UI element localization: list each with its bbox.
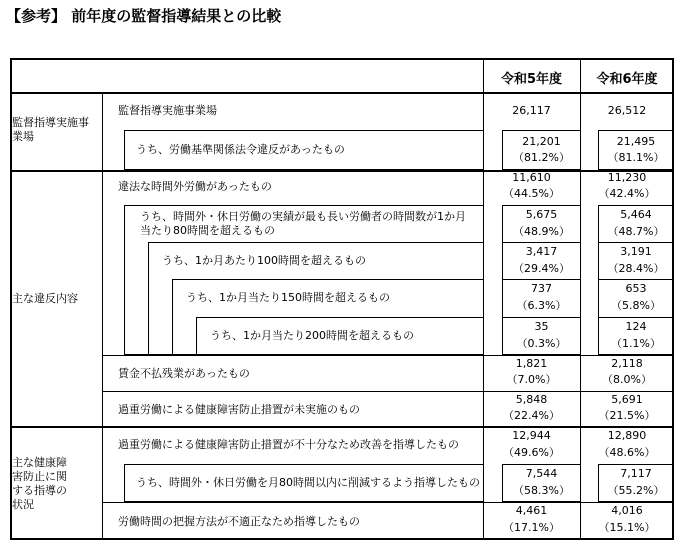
row-label: うち、1か月あたり100時間を超えるもの [162,254,366,267]
r6-value: 124 [625,320,647,333]
r6-value: 7,117 [620,467,652,480]
r6-pct: （5.8%） [611,299,661,312]
value-separator [598,317,674,318]
r5-pct: （17.1%） [503,521,560,534]
row-label: 賃金不払残業があったもの [118,367,250,380]
r5-pct: （58.3%） [513,484,570,497]
header-r6: 令和6年度 [596,72,658,87]
category-divider [102,92,103,540]
r5-pct: （7.0%） [506,373,557,386]
r5-value: 5,675 [525,208,558,221]
r6-value: 11,230 [607,171,647,184]
r5-value: 1,821 [515,357,548,370]
row-label: うち、時間外・休日労働の実績が最も長い労働者の時間数が1か月当たり80時間を超えるもの [140,210,466,237]
r6-value: 653 [625,282,647,295]
r5-value: 11,610 [512,171,551,184]
r6-pct: （48.6%） [598,446,656,459]
r6-value: 26,512 [607,104,647,117]
section-divider-2 [10,426,674,428]
r5-value: 3,417 [525,245,558,258]
value-separator [502,279,581,280]
header-r5: 令和5年度 [500,72,563,87]
category-inspection: 監督指導実施事業場 [12,116,89,143]
r5-pct: （0.3%） [516,337,567,350]
row-label: 監督指導実施事業場 [118,104,217,117]
r5-value: 21,201 [522,135,561,148]
r6-pct: （28.4%） [607,262,665,275]
value-separator [502,317,581,318]
r6-pct: （15.1%） [598,521,656,534]
r6-value: 21,495 [616,135,656,148]
r5-pct: （48.9%） [513,225,570,238]
r6-pct: （1.1%） [611,337,661,350]
category-guidance: 主な健康障害防止に関する指導の状況 [12,456,67,511]
row-separator [102,391,674,392]
r5-value: 26,117 [512,104,551,117]
row-label: 過重労働による健康障害防止措置が未実施のもの [118,403,360,416]
r6-value: 5,464 [620,208,652,221]
r6-pct: （81.1%） [607,151,665,164]
r5-pct: （29.4%） [513,262,570,275]
r5-pct: （49.6%） [503,446,560,459]
row-label: 過重労働による健康障害防止措置が不十分なため改善を指導したもの [118,438,459,451]
r5-pct: （22.4%） [503,409,560,422]
header-divider [10,92,674,94]
r5-value: 5,848 [515,393,548,406]
row-label: うち、1か月当たり150時間を超えるもの [186,291,390,304]
r6-pct: （21.5%） [598,409,656,422]
r6-value: 2,118 [611,357,643,370]
r5-value: 35 [534,320,549,333]
row-label: 違法な時間外労働があったもの [118,180,272,193]
row-label: うち、労働基準関係法令違反があったもの [136,143,345,156]
row-label: うち、時間外・休日労働を月80時間以内に削減するよう指導したもの [136,476,480,489]
category-violations: 主な違反内容 [12,292,78,305]
r5-pct: （6.3%） [516,299,567,312]
r6-value: 3,191 [620,245,652,258]
r5-value: 4,461 [515,504,548,517]
value-separator [598,279,674,280]
row-separator [102,502,674,503]
r6-pct: （42.4%） [598,187,656,200]
value-separator [598,242,674,243]
r5-value: 7,544 [525,467,558,480]
r6-pct: （55.2%） [607,484,665,497]
value-separator [502,242,581,243]
r6-pct: （8.0%） [602,373,652,386]
r5-pct: （81.2%） [513,151,570,164]
row-label: うち、1か月当たり200時間を超えるもの [210,329,414,342]
row-label: 労働時間の把握方法が不適正なため指導したもの [118,515,360,528]
r6-value: 12,890 [607,429,647,442]
r6-value: 4,016 [611,504,643,517]
r5-value: 12,944 [512,429,551,442]
r6-value: 5,691 [611,393,643,406]
row-separator [102,355,674,356]
r6-pct: （48.7%） [607,225,665,238]
r5-value: 737 [531,282,552,295]
page-title: 【参考】 前年度の監督指導結果との比較 [6,7,282,25]
r5-pct: （44.5%） [503,187,560,200]
